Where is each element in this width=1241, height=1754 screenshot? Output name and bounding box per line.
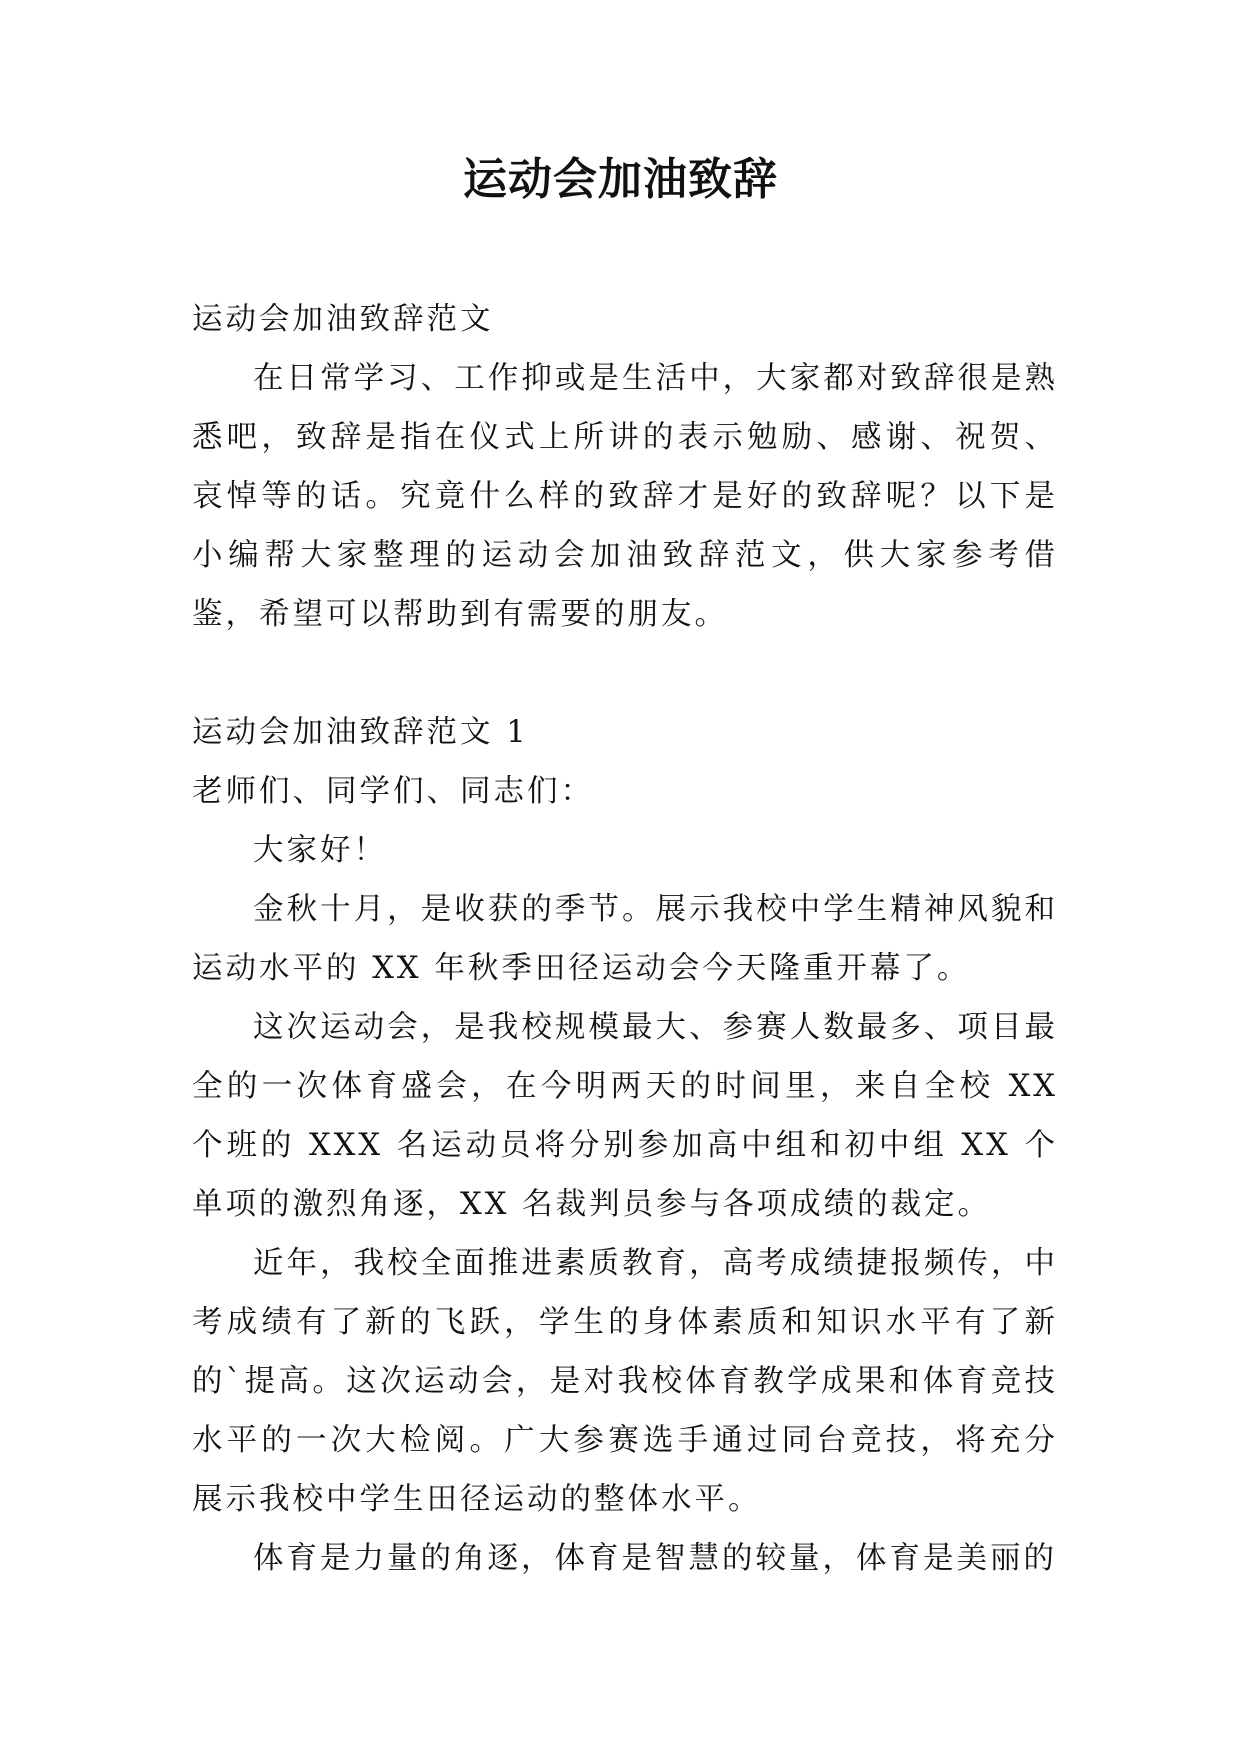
body-paragraph-4: 体育是力量的角逐，体育是智慧的较量，体育是美丽的 (253, 1541, 1057, 1576)
body-paragraph-1: 金秋十月，是收获的季节。展示我校中学生精神风貌和运动水平的 XX 年秋季田径运动会今天隆重开幕了。 (192, 892, 1058, 986)
greeting-line: 大家好！ (253, 833, 387, 868)
document-title: 运动会加油致辞 (463, 154, 778, 205)
subtitle-line: 运动会加油致辞范文 (192, 302, 494, 337)
section-heading: 运动会加油致辞范文 1 (192, 715, 529, 750)
document-body (192, 290, 1058, 1588)
body-paragraph-3: 近年，我校全面推进素质教育，高考成绩捷报频传，中考成绩有了新的飞跃，学生的身体素质和知识水平有了新的`提高。这次运动会，是对我校体育教学成果和体育竞技水平的一次大检阅。广大参赛选手通过同台竞技，将充分展示我校中学生田径运动的整体水平。 (192, 1246, 1058, 1517)
body-paragraph-2: 这次运动会，是我校规模最大、参赛人数最多、项目最全的一次体育盛会，在今明两天的时间里，来自全校 XX 个班的 XXX 名运动员将分别参加高中组和初中组 XX 个单项的激烈角逐，XX 名裁判员参与各项成绩的裁定。 (192, 1010, 1058, 1222)
intro-paragraph: 在日常学习、工作抑或是生活中，大家都对致辞很是熟悉吧，致辞是指在仪式上所讲的表示勉励、感谢、祝贺、哀悼等的话。究竟什么样的致辞才是好的致辞呢？以下是小编帮大家整理的运动会加油致辞范文，供大家参考借鉴，希望可以帮助到有需要的朋友。 (192, 361, 1058, 632)
salutation-line: 老师们、同学们、同志们： (192, 774, 594, 809)
